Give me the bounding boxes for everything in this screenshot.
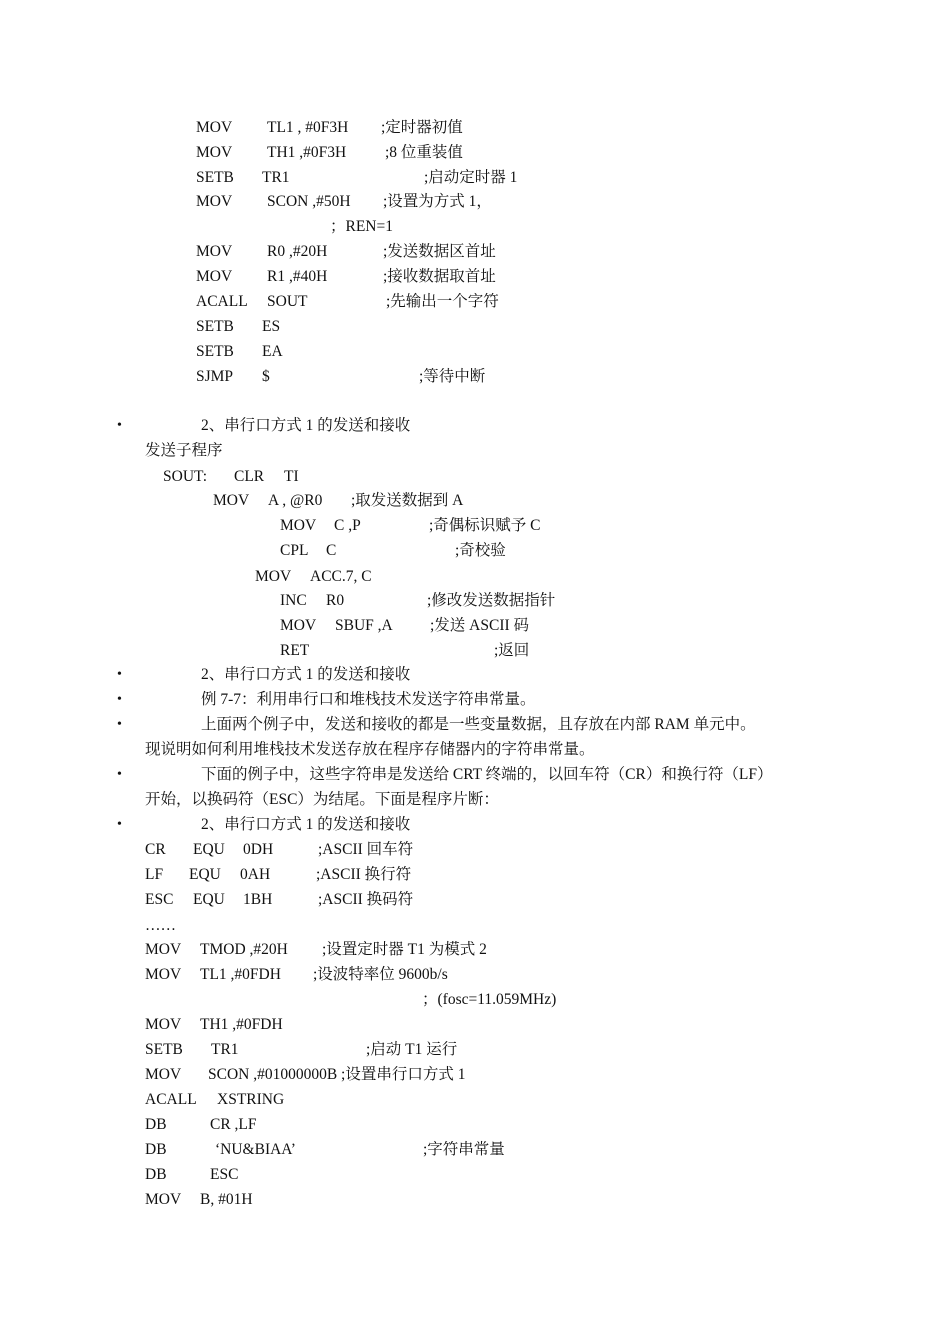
text-line-segment: MOV [196,268,233,285]
text-line-segment: SCON ,#01000000B ;设置串行口方式 1 [208,1066,466,1083]
text-line-segment: R0 ,#20H [267,243,328,260]
text-line-segment: SETB [196,318,234,335]
text-line-segment: B, #01H [200,1191,253,1208]
text-line-segment: ESC [145,891,174,908]
text-line-segment: MOV [145,1066,182,1083]
text-line-segment: MOV [196,119,233,136]
text-line-segment: ;发送数据区首址 [383,243,496,260]
text-line-segment: ;启动 T1 运行 [366,1041,458,1058]
text-line-segment: ESC [210,1166,239,1183]
text-line-segment: SETB [196,343,234,360]
text-line-segment: CR [145,841,166,858]
text-line-segment: SJMP [196,368,234,385]
text-line-segment: EA [262,343,283,360]
text-line-segment: SOUT [267,293,308,310]
text-line-segment: 上面两个例子中，发送和接收的都是一些变量数据，且存放在内部 RAM 单元中。 [201,716,756,733]
text-line-segment: TMOD ,#20H [200,941,288,958]
text-line-segment: 2、串行口方式 1 的发送和接收 [201,666,411,683]
text-line-segment: SBUF ,A [335,617,393,634]
bullet-marker: • [117,692,122,707]
text-line-segment: ;ASCII 换行符 [316,866,412,883]
text-line-segment: SETB [145,1041,183,1058]
text-line-segment: MOV [280,617,317,634]
text-line-segment: TH1 ,#0FDH [200,1016,283,1033]
text-line-segment: 例 7-7：利用串行口和堆栈技术发送字符串常量。 [201,691,536,708]
text-line-segment: 1BH [243,891,273,908]
text-line-segment: MOV [145,966,182,983]
text-line-segment: TL1 , #0F3H [267,119,349,136]
text-line-segment: ‘NU&BIAA’ [215,1141,296,1158]
text-line-segment: ;修改发送数据指针 [427,592,556,609]
text-line-segment: MOV [196,193,233,210]
text-line-segment: ACALL [196,293,248,310]
text-line-segment: MOV [145,941,182,958]
bullet-marker: • [117,767,122,782]
text-line-segment: ES [262,318,281,335]
text-line-segment: 2、串行口方式 1 的发送和接收 [201,417,411,434]
text-line-segment: TL1 ,#0FDH [200,966,281,983]
text-line-segment: ;8 位重装值 [385,144,463,161]
text-line-segment: 发送子程序 [145,442,223,459]
bullet-marker: • [117,667,122,682]
bullet-marker: • [117,817,122,832]
text-line-segment: MOV [280,517,317,534]
text-line-segment: $ [262,368,270,385]
text-line-segment: ;取发送数据到 A [351,492,464,509]
text-line-segment: TR1 [211,1041,239,1058]
text-line-segment: MOV [145,1016,182,1033]
text-line-segment: ；REN=1 [330,218,393,235]
text-line-segment: C ,P [334,517,361,534]
text-line-segment: SCON ,#50H [267,193,351,210]
text-line-segment: C [326,542,337,559]
text-line-segment: ;设置定时器 T1 为模式 2 [322,941,487,958]
text-line-segment: CLR [234,468,265,485]
text-line-segment: ;ASCII 换码符 [318,891,414,908]
text-line-segment: CR ,LF [210,1116,257,1133]
text-line-segment: 2、串行口方式 1 的发送和接收 [201,816,411,833]
text-line-segment: EQU [193,891,225,908]
text-line-segment: ;等待中断 [419,368,486,385]
text-line-segment: TI [284,468,299,485]
text-line-segment: 下面的例子中，这些字符串是发送给 CRT 终端的，以回车符（CR）和换行符（LF） [201,766,773,783]
text-line-segment: …… [145,917,176,934]
text-line-segment: EQU [189,866,221,883]
text-line-segment: EQU [193,841,225,858]
text-line-segment: ;定时器初值 [381,119,463,136]
text-line-segment: SOUT: [163,468,208,485]
text-line-segment: TR1 [262,169,290,186]
text-line-segment: INC [280,592,307,609]
bullet-marker: • [117,418,122,433]
text-line-segment: MOV [255,568,292,585]
text-line-segment: R0 [326,592,345,609]
bullet-marker: • [117,717,122,732]
text-line-segment: CPL [280,542,309,559]
text-line-segment: ;设波特率位 9600b/s [313,966,448,983]
text-line-segment: ACALL [145,1091,197,1108]
text-line-segment: ;字符串常量 [423,1141,505,1158]
text-line-segment: 开始，以换码符（ESC）为结尾。下面是程序片断： [145,791,499,808]
text-line-segment: ;启动定时器 1 [424,169,518,186]
text-line-segment: TH1 ,#0F3H [267,144,347,161]
text-line-segment: MOV [196,144,233,161]
text-line-segment: LF [145,866,164,883]
text-line-segment: 现说明如何利用堆栈技术发送存放在程序存储器内的字符串常量。 [145,741,595,758]
text-line-segment: 0DH [243,841,274,858]
text-line-segment: ;返回 [494,642,530,659]
text-line-segment: SETB [196,169,234,186]
text-line-segment: ;奇偶标识赋予 C [429,517,541,534]
text-line-segment: RET [280,642,310,659]
text-line-segment: ;接收数据取首址 [383,268,496,285]
text-line-segment: MOV [196,243,233,260]
text-line-segment: MOV [213,492,250,509]
text-line-segment: DB [145,1116,167,1133]
text-line-segment: ;设置为方式 1， [383,193,492,210]
text-line-segment: DB [145,1166,167,1183]
text-line-segment: ;发送 ASCII 码 [430,617,530,634]
text-line-segment: ;奇校验 [455,542,506,559]
text-line-segment: 0AH [240,866,271,883]
text-line-segment: ；(fosc=11.059MHz) [422,991,557,1008]
text-line-segment: MOV [145,1191,182,1208]
text-line-segment: XSTRING [217,1091,285,1108]
text-line-segment: ;ASCII 回车符 [318,841,414,858]
text-line-segment: DB [145,1141,167,1158]
text-line-segment: ;先输出一个字符 [386,293,499,310]
text-line-segment: A , @R0 [268,492,323,509]
text-line-segment: ACC.7, C [310,568,372,585]
text-line-segment: R1 ,#40H [267,268,328,285]
